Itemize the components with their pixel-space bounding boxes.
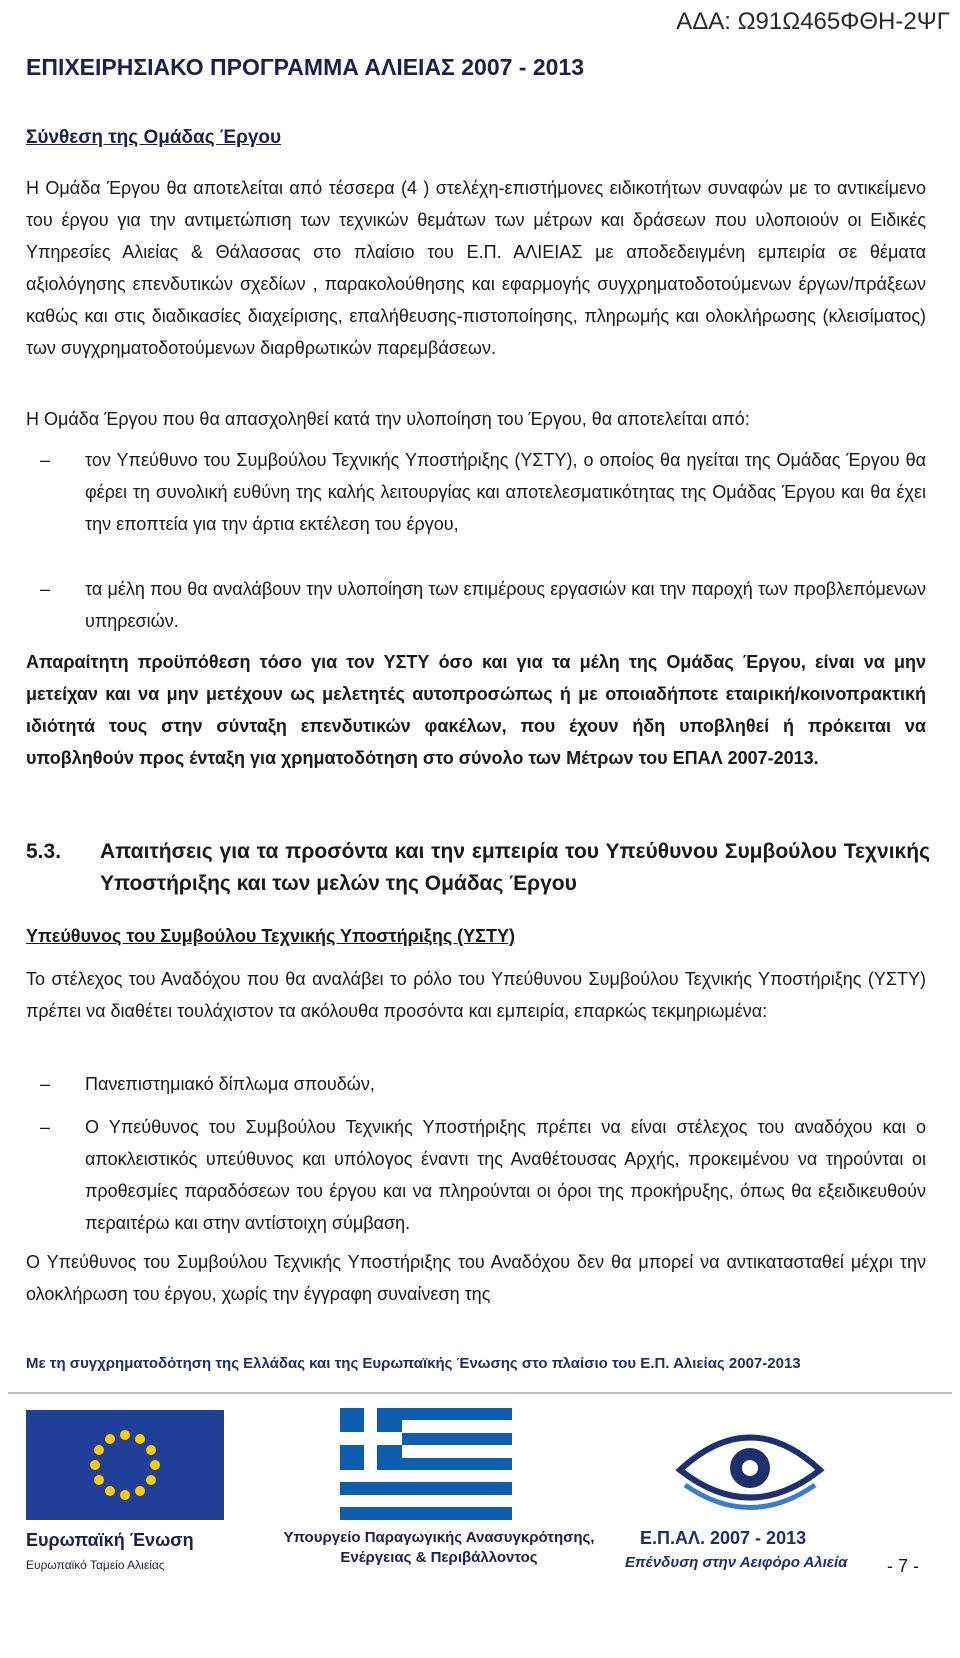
section-title: Απαιτήσεις για τα προσόντα και την εμπειρία του Υπεύθυνου Συμβούλου Τεχνικής Υποστήριξης και των μελών της Ομάδας Έργου [100,840,930,895]
ministry-line-1: Υπουργείο Παραγωγικής Ανασυγκρότησης, [283,1529,595,1546]
dash-marker: – [40,450,51,470]
bullet-text: Πανεπιστημιακό δίπλωμα σπουδών, [85,1074,375,1094]
epal-logo [660,1410,840,1518]
bullet-item [26,1111,926,1239]
ministry-label [274,1528,604,1568]
section-heading-5-3 [26,836,930,900]
section-subtitle: Σύνθεση της Ομάδας Έργου [26,127,282,148]
greek-flag-logo [340,1408,512,1520]
bold-requirement-paragraph: Απαραίτητη προϋπόθεση τόσο για τον ΥΣΤΥ όσο και για τα μέλη της Ομάδας Έργου, είναι να μην μετείχαν και να μην μετέχουν ως μελετητές αυτοπροσώπως ή με οποιαδήποτε εταιρική/κοινοπρακτική ιδιότητά τους στην σύνταξη επενδυτικών φακέλων, που έχουν ήδη υποβληθεί ή πρόκειται να υποβληθούν προς ένταξη για χρηματοδότηση στο σύνολο των Μέτρων του ΕΠΑΛ 2007-2013. [26,652,926,768]
eye-wave-icon [660,1410,840,1518]
cofinancing-band: Με τη συγχρηματοδότηση της Ελλάδας και της Ευρωπαϊκής Ένωσης στο πλαίσιο του Ε.Π. Αλιείας 2007-2013 [26,1355,801,1372]
bullet-text: τον Υπεύθυνο του Συμβούλου Τεχνικής Υποστήριξης (ΥΣΤΥ), ο οποίος θα ηγείται της Ομάδας Έργου θα φέρει τη συνολική ευθύνη της καλής λειτουργίας και αποτελεσματικότητας της Ομάδας Έργου και θα έχει την εποπτεία για την άρτια εκτέλεση του έργου, [85,450,926,534]
eu-fund-label: Ευρωπαϊκό Ταμείο Αλιείας [26,1558,165,1572]
underlined-subheading: Υπεύθυνος του Συμβούλου Τεχνικής Υποστήριξης (ΥΣΤΥ) [26,926,515,946]
eu-stars-icon [26,1410,224,1520]
paragraph-ysty-qualifications: Το στέλεχος του Αναδόχου που θα αναλάβει το ρόλο του Υπεύθυνου Συμβούλου Τεχνικής Υποστήριξης (ΥΣΤΥ) πρέπει να διαθέτει τουλάχιστον τα ακόλουθα προσόντα και εμπειρία, επαρκώς τεκμηριωμένα: [26,969,926,1021]
ministry-line-2: Ενέργειας & Περιβάλλοντος [340,1549,538,1566]
document-title: ΕΠΙΧΕΙΡΗΣΙΑΚΟ ΠΡΟΓΡΑΜΜΑ ΑΛΙΕΙΑΣ 2007 - 2013 [26,54,585,80]
bullet-item [26,573,926,637]
section-number: 5.3. [26,840,62,863]
bullet-item [26,1068,926,1100]
bullet-text: τα μέλη που θα αναλάβουν την υλοποίηση των επιμέρους εργασιών και την παροχή των προβλεπόμενων υπηρεσιών. [85,579,926,631]
paragraph-team-composition: Η Ομάδα Έργου θα αποτελείται από τέσσερα (4 ) στελέχη-επιστήμονες ειδικοτήτων συναφών με το αντικείμενο του έργου για την αντιμετώπιση των τεχνικών θεμάτων των μέτρων και δράσεων που υλοποιούν οι Ειδικές Υπηρεσίες Αλιείας & Θάλασσας στο πλαίσιο του Ε.Π. ΑΛΙΕΙΑΣ με αποδεδειγμένη εμπειρία σε θέματα αξιολόγησης επενδυτικών σχεδίων , παρακολούθησης και εφαρμογής συγχρηματοδοτούμενων έργων/πράξεων καθώς και στις διαδικασίες διαχείρισης, επαλήθευσης-πιστοποίησης, πληρωμής και ολοκλήρωσης (κλεισίματος) των συγχρηματοδοτούμενων διαρθρωτικών παρεμβάσεων. [26,178,926,358]
dash-marker: – [40,1117,51,1137]
page-number: - 7 - [887,1556,920,1576]
dash-marker: – [40,579,51,599]
footer-divider [8,1392,952,1394]
bullet-text: Ο Υπεύθυνος του Συμβούλου Τεχνικής Υποστήριξης πρέπει να είναι στέλεχος του αναδόχου και ο αποκλειστικός υπεύθυνος και υπόλογος έναντι της Αναθέτουσας Αρχής, προκειμένου να τηρούνται οι προθεσμίες παραδόσεων του έργου και να πληρούνται οι όροι της προκήρυξης, όπως θα εξειδικευθούν περαιτέρω και στην αντίστοιχη σύμβαση. [85,1117,926,1233]
dash-marker: – [40,1074,51,1094]
paragraph-team-members-intro: Η Ομάδα Έργου που θα απασχοληθεί κατά την υλοποίηση του Έργου, θα αποτελείται από: [26,409,750,429]
eu-flag-logo [26,1410,224,1520]
epal-slogan-label: Επένδυση στην Αειφόρο Αλιεία [625,1554,848,1571]
ada-code: ΑΔΑ: Ω91Ω465ΦΘΗ-2ΨΓ [676,8,950,35]
paragraph-replacement-clause: Ο Υπεύθυνος του Συμβούλου Τεχνικής Υποστήριξης του Αναδόχου δεν θα μπορεί να αντικατασταθεί μέχρι την ολοκλήρωση του έργου, χωρίς την έγγραφη συναίνεση της [26,1252,926,1304]
epal-name-label: Ε.Π.ΑΛ. 2007 - 2013 [640,1528,807,1548]
bullet-item [26,444,926,540]
eu-name-label: Ευρωπαϊκή Ένωση [26,1530,194,1550]
